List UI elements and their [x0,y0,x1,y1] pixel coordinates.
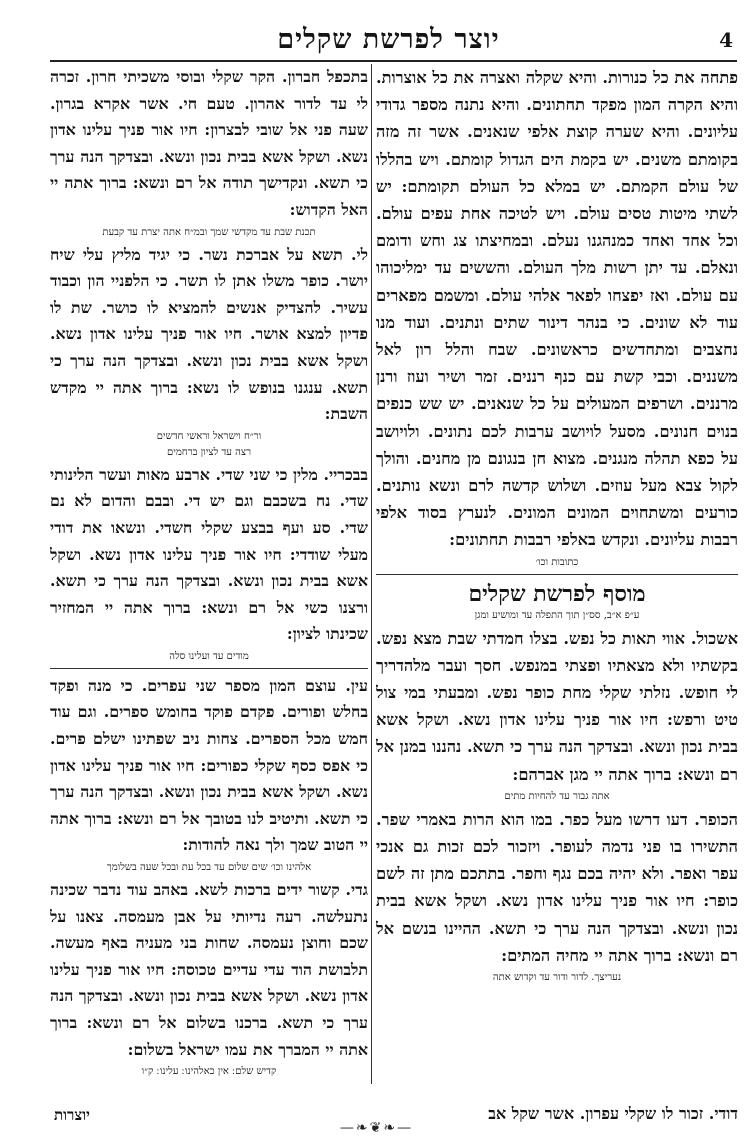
shabbat-paragraph: לי. תשא על אברכת נשר. כי יגיד מליץ עלי שיח יושר. כופר משלו אתן לו תשר. כי הלפניי הון וכבוד עשיר. להצדיק אנשים להמציא לו כושר. שת לו פדיון למצא אושר. חיו אור פניך עלינו אדון נשא. ושקל אשא בבית נכון ונשא. ובצדקך הנה ערך כי תשא. ענגנו בנופש לו נשא: ברוך אתה יי מקדש השבת: [50,244,368,424]
footer-ornament: —❧❦❧— [339,1120,414,1136]
hodaah-paragraph: עין. עוצם המון מספר שני עפרים. כי מנה ופקד בחלש ופורים. פקדם פוקד בחומש ספרים. וגם עוד חמש מכל הספרים. צחות ניב שפתינו ישלם פרים. כי אפס כסף שקלי כפורים: חיו אור פניך עלינו אדון נשא. ושקל אשא בבית נכון ונשא. ובצדקך הנה ערך כי תשא. ותיטיב לנו בטובך אל רם ונשא: ברוך אתה יי הטוב שמך ולך נאה להודות: [50,675,368,855]
shalom-paragraph: גדי. קשור ידים ברכות לשא. באהב עוד נדבר שכינה נתעלשה. רעה נדיותי על אבן מעמסה. צאנו על שכם וחוצן נעמסה. שחות בני מעניה באף מעשה. תלבושת הוד עדי עדיים טכוסה: חיו אור פניך עלינו אדון נשא. ושקל אשא בבית נכון ונשא. ובצדקך הנה ערך כי תשא. ברכנו בשלום אל רם ונשא: ברוך אתה יי המברך את עמו ישראל בשלום: [50,880,368,1059]
avodah-paragraph: בבכריי. מלין כי שני שדי. ארבע מאות ועשר הלינותי שדי. נח בשכבם וגם יש די. ובבם והדום לא נם שדי. סע ועף בבצע שקלי חשדי. ונשאו את דודי מעלי שודדי: חיו אור פניך עלינו אדון נשא. ושקל אשא בבית נכון ונשא. ובצדקך הנה ערך כי תשא. ורצנו כשי אל רם ונשא: ברוך אתה יי המחזיר שכינתו לציון: [50,464,368,644]
mechayeh-paragraph: הכופר. דעו דרשו מעל כפר. במו הוא הרות באמרי שפר. התשירו בו פני נדמה לעופר. ויזכור לכם זכות גם אנכי עפר ואפר. ולא יהיה בכם נגף וחפר. בתתכם מתן זה לשם כופר: חיו אור פניך עלינו אדון נשא. ושקל אשא בבית נכון ונשא. ובצדקך הנה ערך כי תשא. ההיינו בנשם אל רם ונשא: ברוך אתה יי מחיה המתים: [376,809,738,965]
continuation-line: דודי. זכור לו שקלי עפרון. אשר שקל אב [488,1104,738,1123]
page-title: יוצר לפרשת שקלים [277,24,500,55]
section-divider [50,668,368,669]
section-divider [376,574,738,575]
rubric-note: מודים עד ועלינו סלה [169,650,249,662]
header-rule [50,60,737,62]
rubric-note: קדיש שלם ׃ אין כאלהינו ׃ עלינו ׃ ק״ו [141,1066,277,1078]
rubric-note: ע״פ א״ב, סס״ן תוך התפלה עד ומושיע ומגן [474,609,640,621]
section-title: מוסף לפרשת שקלים [468,580,646,607]
rubric-note: כתובות וכו׳ [535,556,579,568]
right-column [376,64,738,1104]
rubric-note: רצה עד לציון ברחמים [167,446,251,458]
header [40,22,737,62]
kedusha-paragraph: בתכפל חברון. הקר שקלי ובוסי משכיתי חרון. זכרה לי עד לדור אהרון. טעם חי. אשר אקרא בגרון. שעה פני אל שובי לבצרון: חיו אור פניך עלינו אדון נשא. ושקל אשא בבית נכון ונשא. ובצדקך הנה ערך כי תשא. ונקדישך תודה אל רם ונשא: ברוך אתה יי האל הקדוש: [50,67,368,219]
yotzer-paragraph: פתחה את כל כנורות. והיא שקלה ואצרה את כל אוצרות. והיא הקרה המון מפקד תחתונים. והיא נתנה מספר גדודי עליונים. והיא שערה קוצת אלפי שנאנים. אשר זה מזה בקומתם משנים. יש בקמת הים הגדול קומתם. ויש בהללו של עולם הקמתם. יש במלא כל העולם תקומתם: יש לשתי מיטות טסים עולם. ויש לטיכה אחת עפים עולם. וכל אחד ואחד כמנהגנו נעלם. ובמחיצתו צג וחש ודומם ונאלם. עד יתן רשות מלך העולם. והששים עד ימליכוהו עם עולם. ואז יפצחו לפאר אלהי עולם. ומשמם מפארים עוד לא שונים. כי בנהר דינור שתים ונתנים. ועוד מנו נחצבים ומתחדשים כראשונים. שבח והלל רון לאל משננים. וכבי קשת עם כנף רננים. זמר ושיר ועוז ורנן מרננים. ושרפים המעולים על כל שנאנים. יש שש כנפים בנוים חנונים. מסעל לויושב ערבות לכם נתונים. ולויושב על כפא תהלה מנגנים. מצוא חן בנגונם מן מחנים. והולך לקול צבא מעל עוזים. ושלוש קדשה לרם ונשא נותנים. כורעים ומשתחוים המונים המונים. לנערץ בסוד אלפי רבבות עליונים. ונקדש באלפי רבבות תחתונים: [376,68,738,550]
page-number: 4 [719,28,733,52]
left-column [50,64,368,1114]
rubric-note: ור״ח וישראל וראשי חדשים [156,430,262,442]
rubric-note: אלהינו וכו׳ שים שלום עד בכל עת ובכל שעה בשלומך [106,862,312,874]
magen-paragraph: אשכול. אווי תאות כל נפש. בצלו חמדתי שבת מצא נפש. בקשתיו ולא מצאתיו ופצתי במנפש. חסך ועבר מלהדריך לי חופש. נזלתי שקלי מחת כופר נפש. ומבעתי במי צול טיט ורפש: חיו אור פניך עלינו אדון נשא. ושקל אשא בבית נכון ונשא. ובצדקך הנה ערך כי תשא. נהננו במנן אל רם ונשא: ברוך אתה יי מגן אברהם: [376,628,738,784]
catchword: יוצרות [54,1106,90,1124]
rubric-note: נעריצך. לדור ודור עד וקדוש אתה [492,972,622,984]
rubric-note: תכנת שבת עד מקדשי שמך ובמ״ח אתה יצרת עד קבעת [102,226,316,238]
column-divider [371,64,372,1084]
rubric-note: אתה גבור עד להחיות מתים [504,790,610,802]
